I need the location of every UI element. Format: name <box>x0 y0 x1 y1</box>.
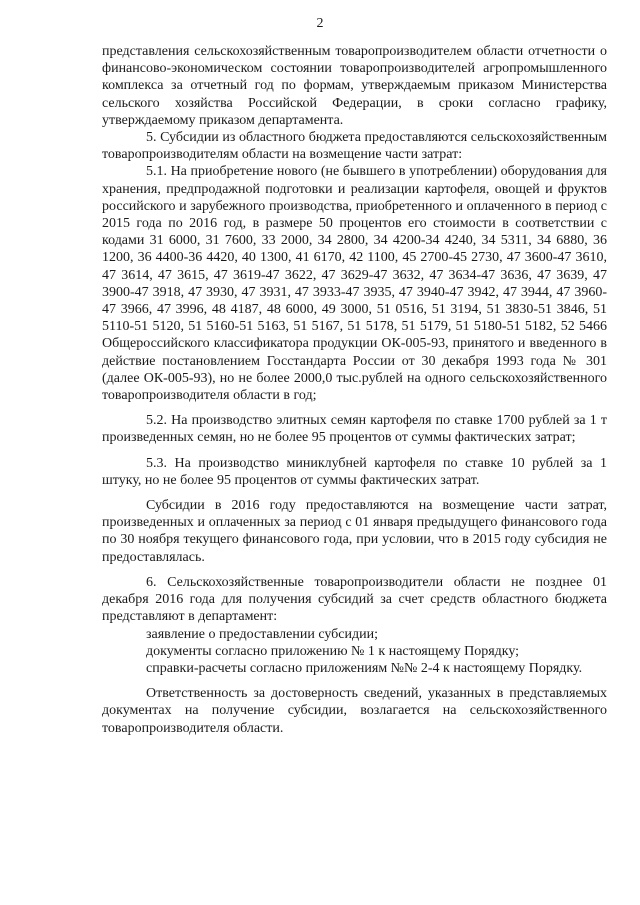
list-item-documents: документы согласно приложению № 1 к настоящему Порядку; <box>146 643 520 659</box>
paragraph-item-6: 6. Сельскохозяйственные товаропроизводители области не позднее 01 декабря 2016 года для получения субсидий за счет средств областного бюджета представляют в департамент: <box>102 574 607 625</box>
paragraph-subsidy-2016: Субсидии в 2016 году предоставляются на возмещение части затрат, произведенных и оплаченных за период с 01 января предыдущего финансового года по 30 ноября текущего финансового года, при условии, что в 2015 году субсидия не предоставлялась. <box>102 498 607 565</box>
list-item-calculations: справки-расчеты согласно приложениям №№ 2-4 к настоящему Порядку. <box>146 660 583 676</box>
page-number: 2 <box>316 16 324 31</box>
paragraph-reporting-continuation: представления сельскохозяйственным товаропроизводителем области отчетности о финансово-экономическом состоянии товаропроизводителей агропромышленного комплекса за отчетный год по формам, утверждаемым приказом Министерства сельского хозяйства Российской Федерации, в сроки согласно графику, утверждаемому приказом департамента. <box>102 44 607 128</box>
paragraph-item-5-3: 5.3. На производство миниклубней картофеля по ставке 10 рублей за 1 штуку, но не более 95 процентов от суммы фактических затрат. <box>102 455 607 488</box>
paragraph-item-5-1: 5.1. На приобретение нового (не бывшего в употреблении) оборудования для хранения, предпродажной подготовки и реализации картофеля, овощей и фруктов российского и зарубежного производства, приобретенного и оплаченного в период с 2015 года по 2016 год, в размере 50 процентов его стоимости в соответствии с кодами 31 6000, 31 7600, 33 2000, 34 2800, 34 4200-34 4240, 34 5311, 34 6880, 36 1200, 36 4400-36 4420, 40 1300, 41 6170, 42 1100, 45 2700-45 2730, 47 3600-47 3610, 47 3614, 47 3615, 47 3619-47 3622, 47 3629-47 3632, 47 3634-47 3636, 47 3639, 47 3900-47 3918, 47 3930, 47 3931, 47 3933-47 3935, 47 3940-47 3942, 47 3944, 47 3960-47 3966, 47 3996, 48 4187, 48 6000, 49 3000, 51 0516, 51 3194, 51 3830-51 3846, 51 5110-51 5120, 51 5160-51 5163, 51 5167, 51 5178, 51 5179, 51 5180-51 5182, 52 5466 Общероссийского классификатора продукции ОК-005-93, принятого и введенного в действие постановлением Госстандарта России от 30 декабря 1993 года № 301 (далее ОК-005-93), но не более 2000,0 тыс.рублей на одного сельскохозяйственного товаропроизводителя области в год; <box>102 164 607 404</box>
list-item-application: заявление о предоставлении субсидии; <box>146 626 378 642</box>
document-body <box>102 43 607 737</box>
paragraph-responsibility: Ответственность за достоверность сведений, указанных в представляемых документах на получение субсидии, возлагается на сельскохозяйственного товаропроизводителя области. <box>102 686 607 736</box>
paragraph-item-5: 5. Субсидии из областного бюджета предоставляются сельскохозяйственным товаропроизводителям области на возмещение части затрат: <box>102 130 607 163</box>
paragraph-item-5-2: 5.2. На производство элитных семян картофеля по ставке 1700 рублей за 1 т произведенных семян, но не более 95 процентов от суммы фактических затрат; <box>102 413 607 446</box>
